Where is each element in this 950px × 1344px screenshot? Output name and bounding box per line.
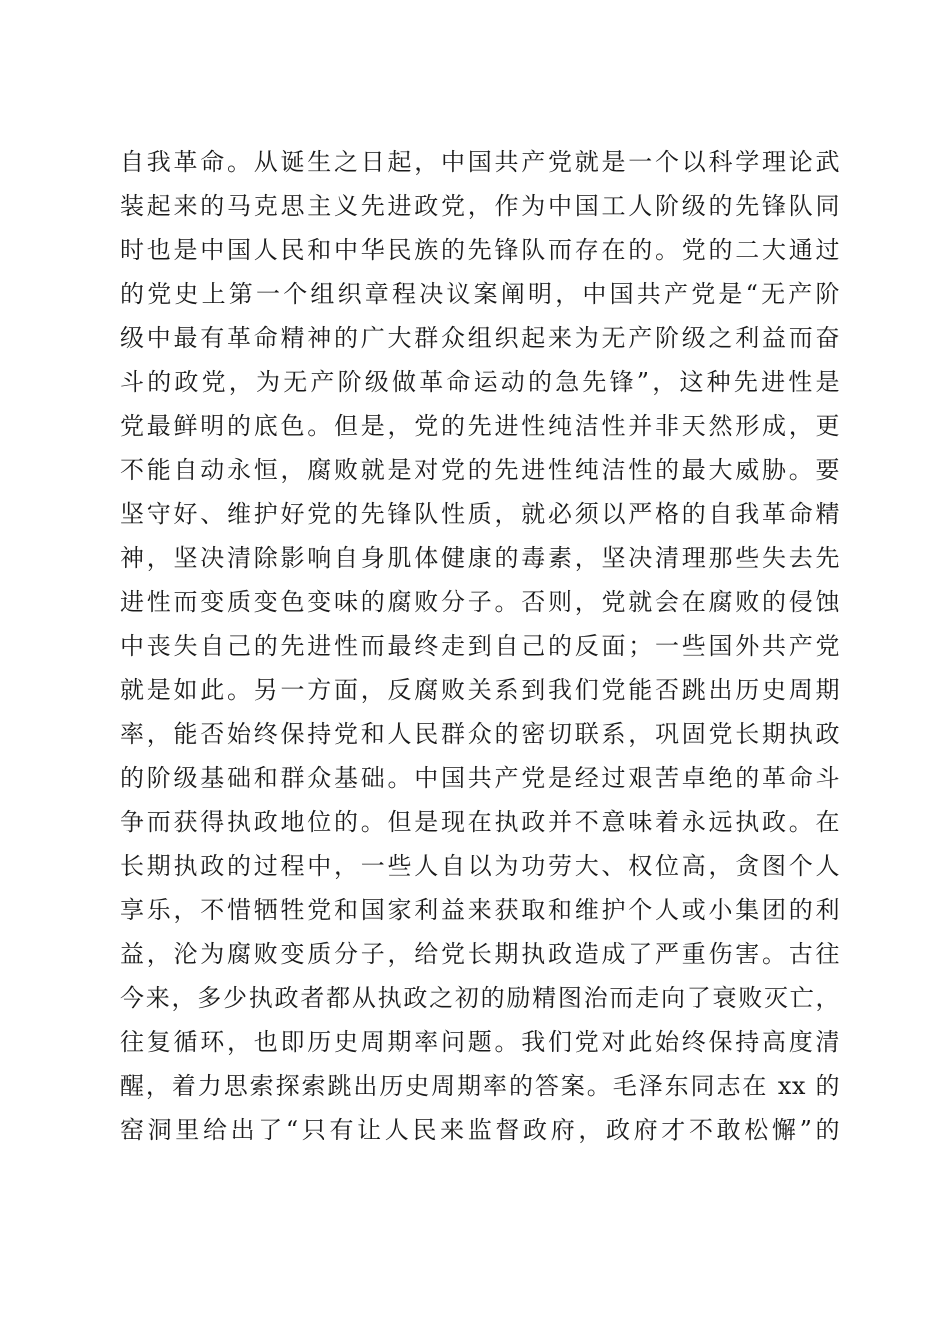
text-line: 窑洞里给出了“只有让人民来监督政府，政府才不敢松懈”的 xyxy=(120,1116,840,1144)
text-line: 醒，着力思索探索跳出历史周期率的答案。毛泽东同志在 xx 的 xyxy=(120,1072,840,1100)
text-line: 今来，多少执政者都从执政之初的励精图治而走向了衰败灭亡， xyxy=(120,984,840,1012)
text-line: 不能自动永恒，腐败就是对党的先进性纯洁性的最大威胁。要 xyxy=(120,456,840,484)
text-line: 的阶级基础和群众基础。中国共产党是经过艰苦卓绝的革命斗 xyxy=(120,764,840,792)
text-line: 享乐，不惜牺牲党和国家利益来获取和维护个人或小集团的利 xyxy=(120,896,840,924)
text-line: 中丧失自己的先进性而最终走到自己的反面；一些国外共产党 xyxy=(120,632,840,660)
text-line: 级中最有革命精神的广大群众组织起来为无产阶级之利益而奋 xyxy=(120,324,840,352)
text-line: 党最鲜明的底色。但是，党的先进性纯洁性并非天然形成，更 xyxy=(120,412,840,440)
text-line: 长期执政的过程中，一些人自以为功劳大、权位高，贪图个人 xyxy=(120,852,840,880)
text-line: 争而获得执政地位的。但是现在执政并不意味着永远执政。在 xyxy=(120,808,840,836)
text-line: 自我革命。从诞生之日起，中国共产党就是一个以科学理论武 xyxy=(120,148,840,176)
text-line: 就是如此。另一方面，反腐败关系到我们党能否跳出历史周期 xyxy=(120,676,840,704)
text-line: 的党史上第一个组织章程决议案阐明，中国共产党是“无产阶 xyxy=(120,280,840,308)
text-line: 往复循环，也即历史周期率问题。我们党对此始终保持高度清 xyxy=(120,1028,840,1056)
text-line: 时也是中国人民和中华民族的先锋队而存在的。党的二大通过 xyxy=(120,236,840,264)
body-text xyxy=(120,140,840,1152)
text-line: 率，能否始终保持党和人民群众的密切联系，巩固党长期执政 xyxy=(120,720,840,748)
text-line: 益，沦为腐败变质分子，给党长期执政造成了严重伤害。古往 xyxy=(120,940,840,968)
text-line: 进性而变质变色变味的腐败分子。否则，党就会在腐败的侵蚀 xyxy=(120,588,840,616)
text-line: 坚守好、维护好党的先锋队性质，就必须以严格的自我革命精 xyxy=(120,500,840,528)
text-line: 斗的政党，为无产阶级做革命运动的急先锋”，这种先进性是 xyxy=(120,368,840,396)
text-line: 装起来的马克思主义先进政党，作为中国工人阶级的先锋队同 xyxy=(120,192,840,220)
text-line: 神，坚决清除影响自身肌体健康的毒素，坚决清理那些失去先 xyxy=(120,544,840,572)
